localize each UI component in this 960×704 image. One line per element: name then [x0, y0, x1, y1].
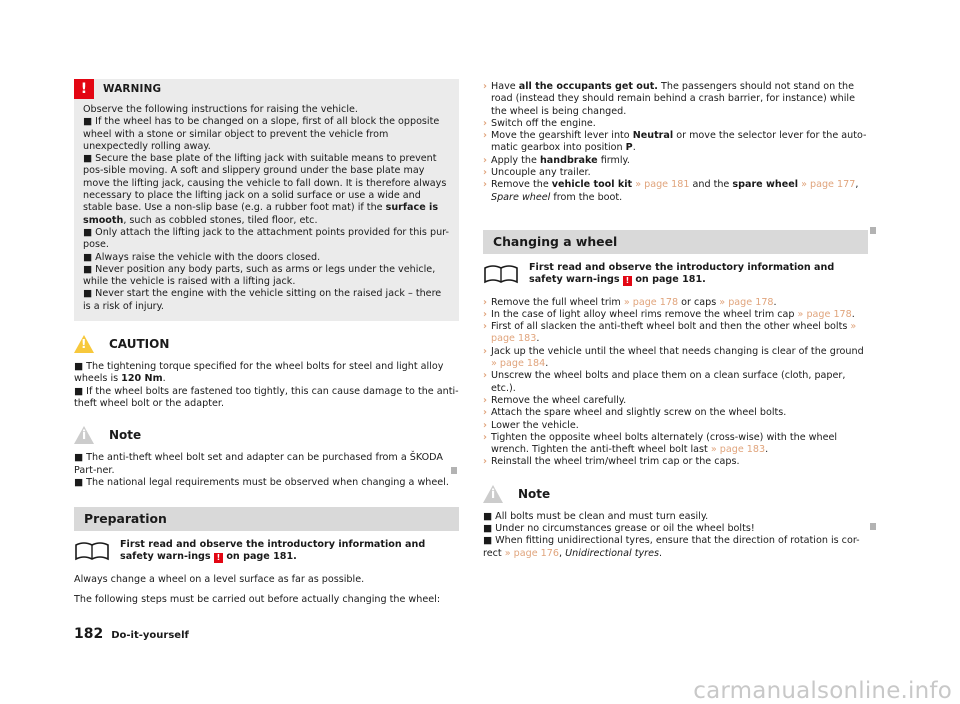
paragraph: Always change a wheel on a level surface as far as possible.	[74, 573, 365, 585]
info-icon: i	[74, 426, 94, 444]
page-link[interactable]: » page 183	[491, 321, 857, 345]
section-title-preparation: Preparation	[74, 507, 459, 531]
caution-title: CAUTION	[109, 336, 170, 351]
left-column	[74, 79, 459, 606]
note-item: ■ The anti-theft wheel bolt set and adapter can be purchased from a ŠKODA Part-ner.	[74, 452, 443, 476]
warning-icon-inline: !	[214, 553, 223, 563]
step-item: › Switch off the engine.	[483, 117, 596, 129]
step-item: › Remove the vehicle tool kit » page 181 and the spare wheel » page 177, Spare wheel from the boot.	[483, 179, 859, 203]
note-item: ■ Under no circumstances grease or oil the wheel bolts!	[483, 523, 755, 535]
caution-icon: !	[74, 335, 94, 353]
section-end-marker	[870, 523, 876, 530]
caution-item: ■ The tightening torque specified for the wheel bolts for steel and light alloy wheels is 120 Nm.	[74, 361, 444, 385]
warning-icon-inline: !	[623, 276, 632, 286]
bullet: ■	[83, 251, 93, 263]
page-link[interactable]: » page 177	[798, 179, 856, 191]
page-link[interactable]: » page 184	[491, 358, 546, 370]
warning-item: ■ Secure the base plate of the lifting jack with suitable means to prevent pos-sible moving. A soft and slippery ground under the base plate may move the lifting jack, causing the vehicle to fall down. It is therefore always necessary to place the lifting jack on a solid surface or use a wide and stable base. Use a non-slip base (e.g. a rubber foot mat) if the surface is smooth, such as cobbled stones, tiled floor, etc.	[83, 153, 447, 226]
step-item: › Apply the handbrake firmly.	[483, 154, 630, 166]
note-item: ■ All bolts must be clean and must turn easily.	[483, 510, 709, 522]
step-item: › Attach the spare wheel and slightly screw on the wheel bolts.	[483, 407, 787, 419]
footer-section-label: Do-it-yourself	[111, 630, 189, 641]
section-title-changing-wheel: Changing a wheel	[483, 230, 868, 254]
bullet: ■	[83, 288, 93, 300]
page-link[interactable]: » page 181	[632, 179, 690, 191]
paragraph: The following steps must be carried out before actually changing the wheel:	[74, 594, 441, 606]
warning-item: ■ Always raise the vehicle with the doors closed.	[83, 251, 321, 263]
warning-item: ■ If the wheel has to be changed on a slope, first of all block the opposite wheel with a stone or similar object to prevent the vehicle from unexpectedly rolling away.	[83, 116, 440, 152]
watermark: carmanualsonline.info	[693, 677, 952, 704]
warning-icon: !	[74, 79, 94, 99]
page-link[interactable]: » page 183	[707, 444, 766, 456]
section-end-marker	[451, 467, 457, 474]
note-title: Note	[109, 428, 142, 443]
page-link[interactable]: » page 178	[620, 296, 679, 308]
step-item: › Reinstall the wheel trim/wheel trim cap or the caps.	[483, 456, 740, 468]
page-link[interactable]: » page 178	[794, 308, 852, 320]
warning-title: WARNING	[103, 82, 162, 95]
bullet: ■	[83, 153, 93, 165]
section-end-marker	[870, 227, 876, 234]
step-item: › In the case of light alloy wheel rims remove the wheel trim cap » page 178.	[483, 308, 855, 320]
read-first-text: First read and observe the introductory information and safety warn-ings ! on page 181.	[529, 261, 835, 286]
note-item: ■ When fitting unidirectional tyres, ensure that the direction of rotation is cor-rect » page 176, Unidirectional tyres.	[483, 535, 860, 559]
page-link[interactable]: » page 176	[501, 547, 559, 559]
step-item: › Have all the occupants get out. The passengers should not stand on the road (instead they should remain behind a crash barrier, for instance) while the wheel is being changed.	[483, 81, 855, 117]
warning-box	[74, 79, 459, 321]
warning-item: ■ Never start the engine with the vehicle sitting on the raised jack – there is a risk of injury.	[83, 288, 442, 312]
note-header	[74, 424, 459, 446]
book-icon	[483, 262, 519, 284]
right-column	[483, 81, 868, 560]
read-first-text: First read and observe the introductory information and safety warn-ings ! on page 181.	[120, 539, 426, 563]
step-item: › Jack up the vehicle until the wheel that needs changing is clear of the ground » page 184.	[483, 345, 864, 370]
caution-header	[74, 333, 459, 355]
page-number: 182	[74, 626, 104, 642]
book-icon	[74, 539, 110, 561]
note-header	[483, 483, 868, 505]
step-item: › Unscrew the wheel bolts and place them on a clean surface (cloth, paper, etc.).	[483, 370, 846, 394]
caution-item: ■ If the wheel bolts are fastened too tightly, this can cause damage to the anti-theft wheel bolt or the adapter.	[74, 385, 459, 409]
step-item: › Remove the wheel carefully.	[483, 394, 627, 406]
step-item: › Lower the vehicle.	[483, 419, 579, 431]
bullet: ■	[83, 226, 93, 238]
bullet: ■	[83, 263, 93, 275]
read-first-notice	[483, 262, 868, 287]
warning-item: ■ Only attach the lifting jack to the attachment points provided for this pur-pose.	[83, 226, 449, 251]
note-item: ■ The national legal requirements must be observed when changing a wheel.	[74, 476, 449, 488]
warning-item: ■ Never position any body parts, such as arms or legs under the vehicle, while the vehicle is raised with a lifting jack.	[83, 263, 436, 288]
warning-header	[74, 79, 459, 99]
step-item: › Tighten the opposite wheel bolts alternately (cross-wise) with the wheel wrench. Tighten the anti-theft wheel bolt last » page 183.	[483, 431, 838, 456]
read-first-notice	[74, 539, 459, 564]
step-item: › First of all slacken the anti-theft wheel bolt and then the other wheel bolts » page 183.	[483, 321, 857, 345]
step-item: › Move the gearshift lever into Neutral or move the selector lever for the auto-matic gearbox into position P.	[483, 130, 867, 154]
bullet: ■	[83, 116, 93, 128]
page-footer	[74, 628, 189, 642]
info-icon: i	[483, 485, 503, 503]
step-item: › Remove the full wheel trim » page 178 or caps » page 178.	[483, 296, 777, 308]
step-item: › Uncouple any trailer.	[483, 167, 591, 179]
note-title: Note	[518, 486, 551, 501]
page-link[interactable]: » page 178	[716, 296, 774, 308]
warning-intro: Observe the following instructions for raising the vehicle.	[83, 104, 358, 115]
